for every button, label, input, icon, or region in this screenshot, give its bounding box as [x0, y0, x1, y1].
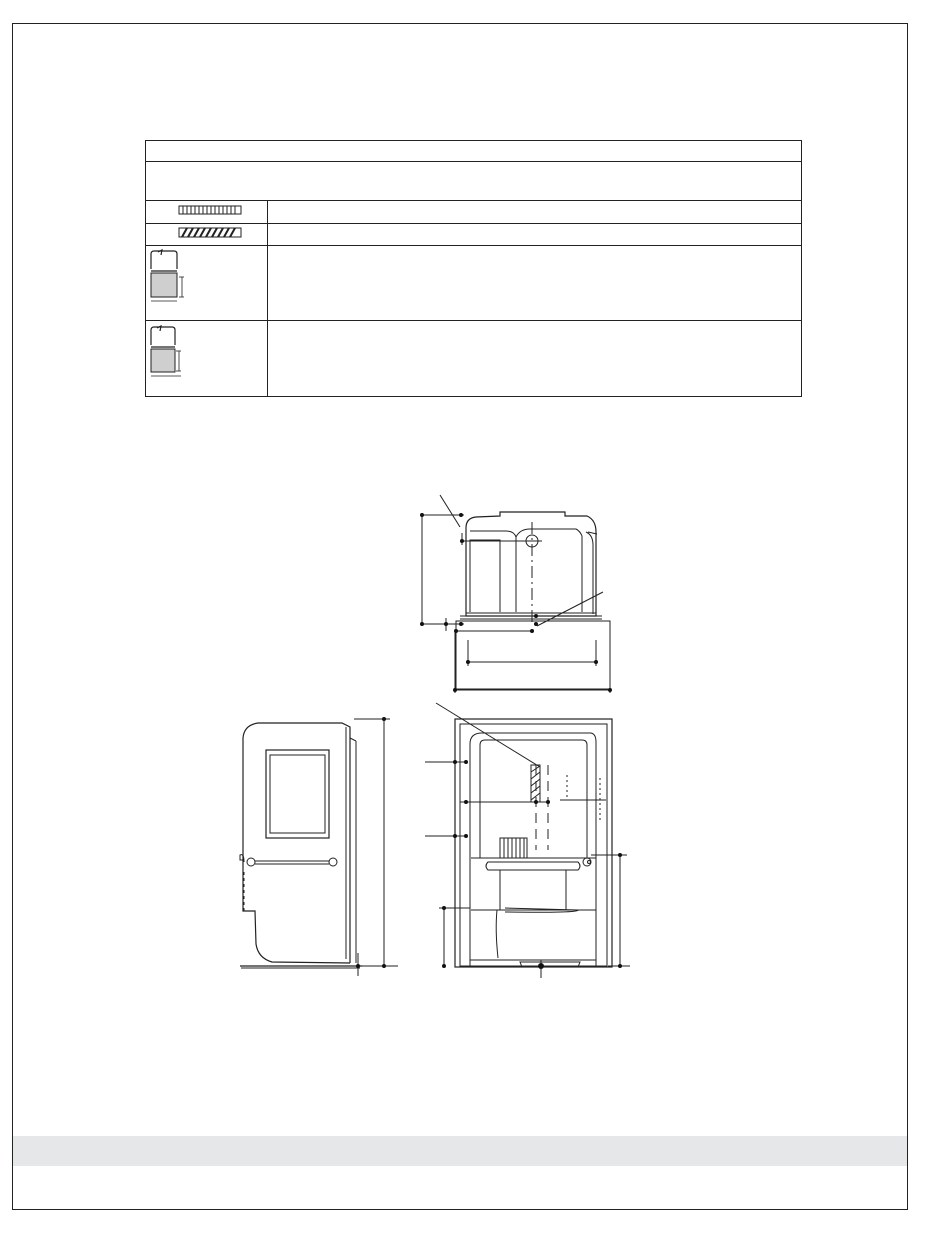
- footer-band: [13, 1136, 907, 1166]
- plan-view: [422, 495, 610, 693]
- side-view: [240, 719, 398, 976]
- front-view: [425, 703, 630, 978]
